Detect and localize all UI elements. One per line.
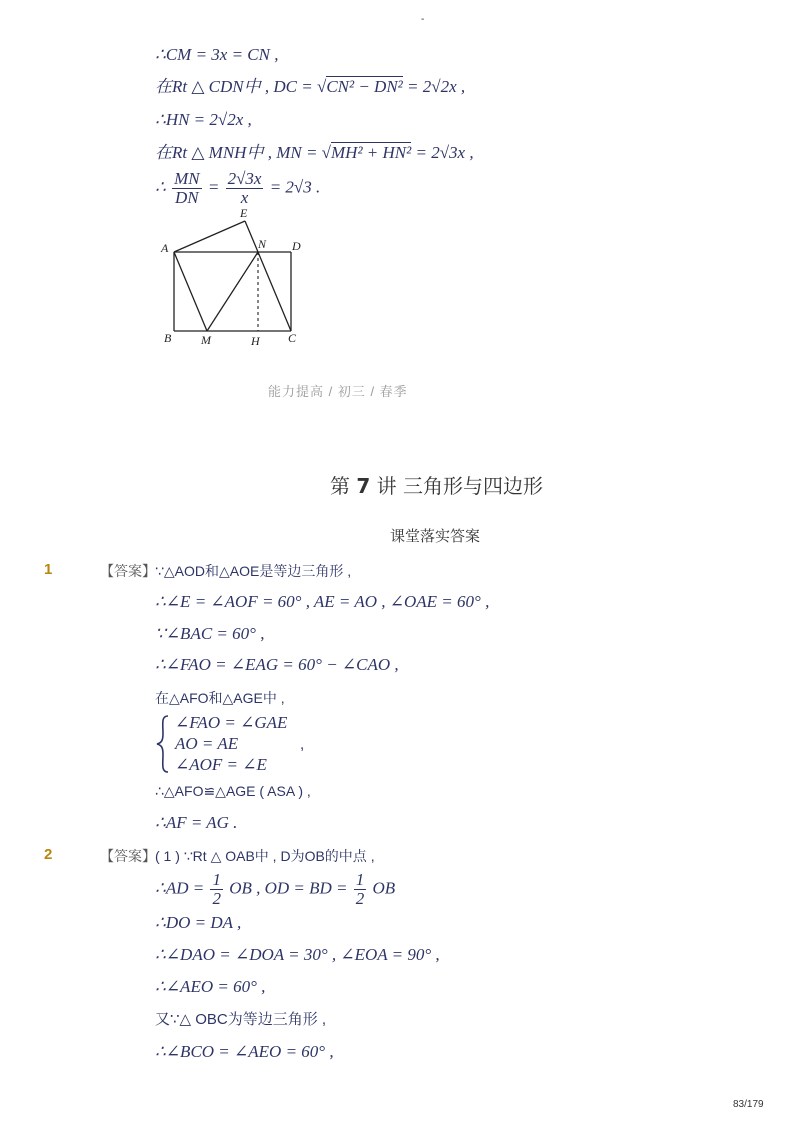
system-line-2: AO = AE xyxy=(175,734,239,753)
system-line-3: ∠AOF = ∠E xyxy=(175,755,267,774)
q2-line-5: ∴∠AEO = 60° , xyxy=(155,977,266,996)
prev-line-2-prefix: 在Rt △ CDN中 , DC = √ xyxy=(155,77,327,96)
prev-line-5-prefix: ∴ xyxy=(155,177,166,197)
label-h: H xyxy=(251,334,260,348)
fraction-num: 1 xyxy=(355,870,365,889)
q1-line-7: ∴△AFO≌△AGE ( ASA ) , xyxy=(155,783,311,799)
fraction-half-2 xyxy=(354,871,367,908)
q2-line-4: ∴∠DAO = ∠DOA = 30° , ∠EOA = 90° , xyxy=(155,945,440,964)
section-subtitle: 课堂落实答案 xyxy=(390,528,481,545)
q1-line-4: ∴∠FAO = ∠EAG = 60° − ∠CAO , xyxy=(155,655,399,674)
q1-line-2: ∴∠E = ∠AOF = 60° , AE = AO , ∠OAE = 60° , xyxy=(155,592,490,611)
label-a: A xyxy=(161,241,169,255)
label-d: D xyxy=(292,239,301,253)
q1-line-8: ∴AF = AG . xyxy=(155,813,238,832)
footer-tag: 能力提高 / 初三 / 春季 xyxy=(268,384,408,399)
q2-line-2 xyxy=(155,871,395,908)
system-line-1: ∠FAO = ∠GAE xyxy=(175,713,288,732)
page-number: 83/179 xyxy=(733,1099,764,1110)
q1-line-1: ∵△AOD和△AOE是等边三角形 , xyxy=(155,563,352,579)
q1-line-3: ∵∠BAC = 60° , xyxy=(155,624,265,643)
prev-line-2-radicand: CN² − DN² xyxy=(326,77,403,96)
prev-line-5-suffix: = 2√3 . xyxy=(269,177,321,197)
lecture-title xyxy=(330,470,543,499)
label-n: N xyxy=(258,237,267,251)
system-comma: , xyxy=(300,736,305,753)
segment-am xyxy=(174,252,207,331)
label-e: E xyxy=(240,206,248,220)
q2-line-2-prefix: ∴AD = xyxy=(155,878,209,898)
segment-nc xyxy=(258,252,291,331)
segment-en xyxy=(245,221,258,252)
question-2-answer-label: 【答案】 xyxy=(100,848,156,864)
prev-line-1: ∴CM = 3x = CN , xyxy=(155,45,279,64)
prev-line-2 xyxy=(155,77,465,98)
question-2-number: 2 xyxy=(44,846,53,863)
fraction-den: x xyxy=(240,188,249,207)
fraction-half-1 xyxy=(210,871,223,908)
prev-line-4-suffix: = 2√3x , xyxy=(411,143,474,162)
fraction-mn-dn xyxy=(172,170,202,207)
prev-line-2-suffix: = 2√2x , xyxy=(402,77,466,96)
fraction-num: 2√3x xyxy=(227,169,262,188)
q2-line-2-mid: OB , OD = BD = xyxy=(229,878,352,898)
q1-line-5: 在△AFO和△AGE中 , xyxy=(155,690,285,706)
lecture-number: 7 xyxy=(356,474,371,498)
segment-mn xyxy=(207,252,258,331)
fraction-den: 2 xyxy=(355,889,365,908)
prev-line-5 xyxy=(155,170,320,207)
prev-line-4-radicand: MH² + HN² xyxy=(331,143,412,162)
question-1-answer-label: 【答案】 xyxy=(100,563,156,579)
label-b: B xyxy=(164,331,172,345)
label-c: C xyxy=(288,331,297,345)
q2-line-7: ∴∠BCO = ∠AEO = 60° , xyxy=(155,1042,334,1061)
prev-line-3: ∴HN = 2√2x , xyxy=(155,110,252,129)
segment-ae xyxy=(174,221,245,252)
fraction-2sqrt3x-x xyxy=(226,170,264,207)
fraction-num: MN xyxy=(174,169,200,188)
q2-line-1: ( 1 ) ∵Rt △ OAB中 , D为OB的中点 , xyxy=(155,848,375,864)
geometry-figure xyxy=(155,205,315,355)
lecture-prefix: 第 xyxy=(330,474,357,498)
question-1-number: 1 xyxy=(44,561,53,578)
prev-line-4-prefix: 在Rt △ MNH中 , MN = √ xyxy=(155,143,332,162)
fraction-den: 2 xyxy=(212,889,221,908)
q2-line-3: ∴DO = DA , xyxy=(155,913,242,932)
system-brace xyxy=(155,714,171,774)
prev-line-4 xyxy=(155,143,474,164)
lecture-name: 讲 三角形与四边形 xyxy=(370,474,543,498)
prev-line-5-eq: = xyxy=(207,177,224,197)
q2-line-2-suffix: OB xyxy=(372,878,396,898)
fraction-num: 1 xyxy=(212,870,221,889)
q2-line-6: 又∵△ OBC为等边三角形 , xyxy=(155,1011,327,1028)
fraction-den: DN xyxy=(175,188,199,207)
header-mark: - xyxy=(421,14,425,25)
label-m: M xyxy=(201,333,211,347)
